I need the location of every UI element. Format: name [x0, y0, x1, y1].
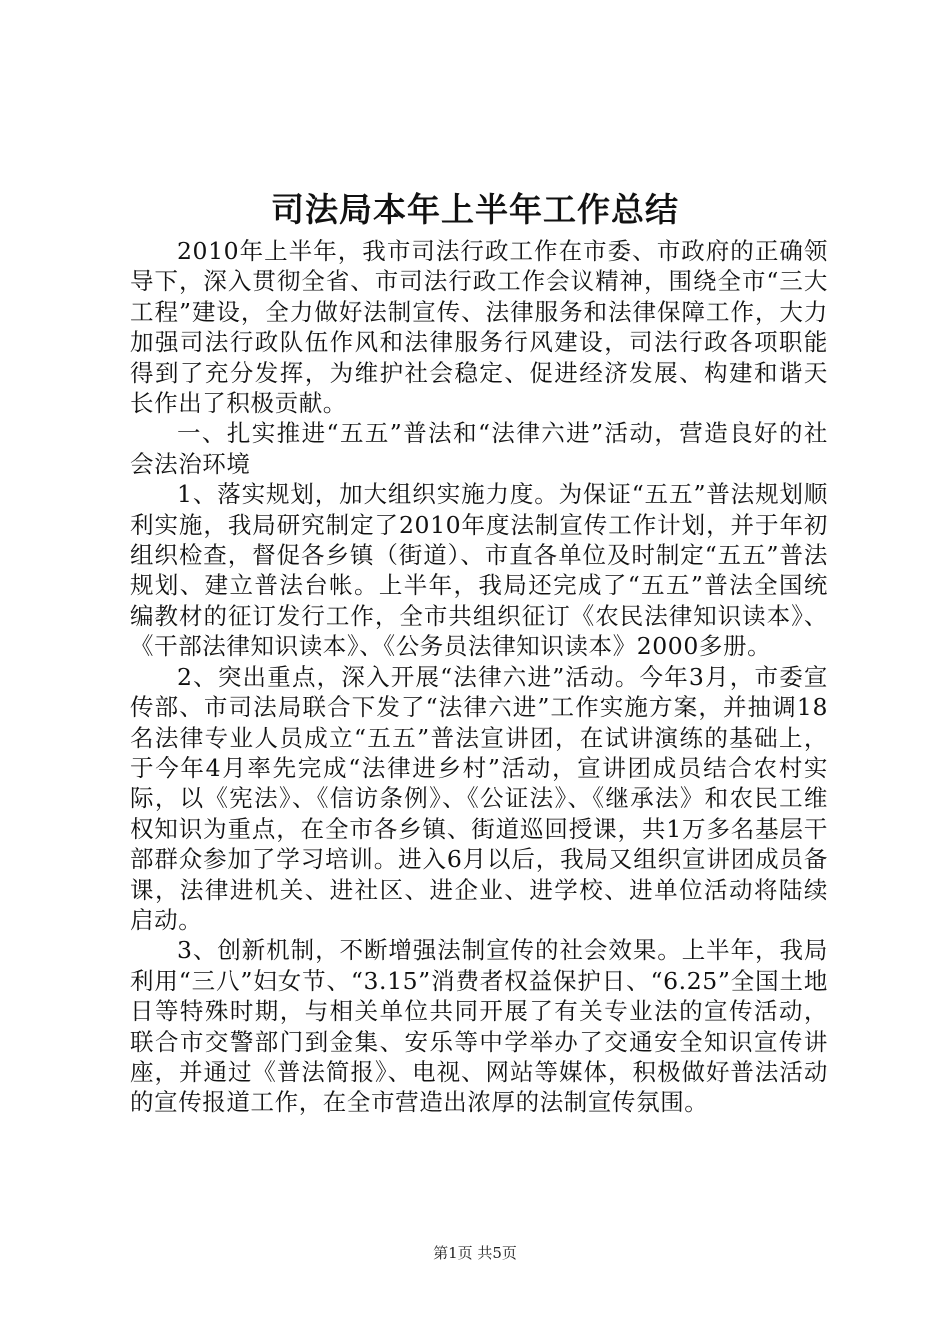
paragraph-item-2: 2、突出重点，深入开展“法律六进”活动。今年3月，市委宣传部、市司法局联合下发了“法律六进”工作实施方案，并抽调18名法律专业人员成立“五五”普法宣讲团，在试讲演练的基础上，于今年4月率先完成“法律进乡村”活动，宣讲团成员结合农村实际，以《宪法》、《信访条例》、《公证法》、《继承法》和农民工维权知识为重点，在全市各乡镇、街道巡回授课，共1万多名基层干部群众参加了学习培训。进入6月以后，我局又组织宣讲团成员备课，法律进机关、进社区、进企业、进学校、进单位活动将陆续启动。	[130, 662, 828, 934]
section-heading-1: 一、扎实推进“五五”普法和“法律六进”活动，营造良好的社会法治环境	[130, 419, 828, 478]
paragraph-item-1: 1、落实规划，加大组织实施力度。为保证“五五”普法规划顺利实施，我局研究制定了2010年度法制宣传工作计划，并于年初组织检查，督促各乡镇（街道）、市直各单位及时制定“五五”普法规划、建立普法台帐。上半年，我局还完成了“五五”普法全国统编教材的征订发行工作，全市共组织征订《农民法律知识读本》、《干部法律知识读本》、《公务员法律知识读本》2000多册。	[130, 480, 828, 661]
paragraph-item-3: 3、创新机制，不断增强法制宣传的社会效果。上半年，我局利用“三八”妇女节、“3.15”消费者权益保护日、“6.25”全国土地日等特殊时期，与相关单位共同开展了有关专业法的宣传活动，联合市交警部门到金集、安乐等中学举办了交通安全知识宣传讲座，并通过《普法简报》、电视、网站等媒体，积极做好普法活动的宣传报道工作，在全市营造出浓厚的法制宣传氛围。	[130, 936, 828, 1117]
document-title: 司法局本年上半年工作总结	[271, 190, 679, 229]
page-number-footer: 第1页 共5页	[433, 1244, 517, 1262]
paragraph-intro: 2010年上半年，我市司法行政工作在市委、市政府的正确领导下，深入贯彻全省、市司法行政工作会议精神，围绕全市“三大工程”建设，全力做好法制宣传、法律服务和法律保障工作，大力加强司法行政队伍作风和法律服务行风建设，司法行政各项职能得到了充分发挥，为维护社会稳定、促进经济发展、构建和谐天长作出了积极贡献。	[130, 237, 828, 418]
document-body	[130, 236, 828, 1118]
